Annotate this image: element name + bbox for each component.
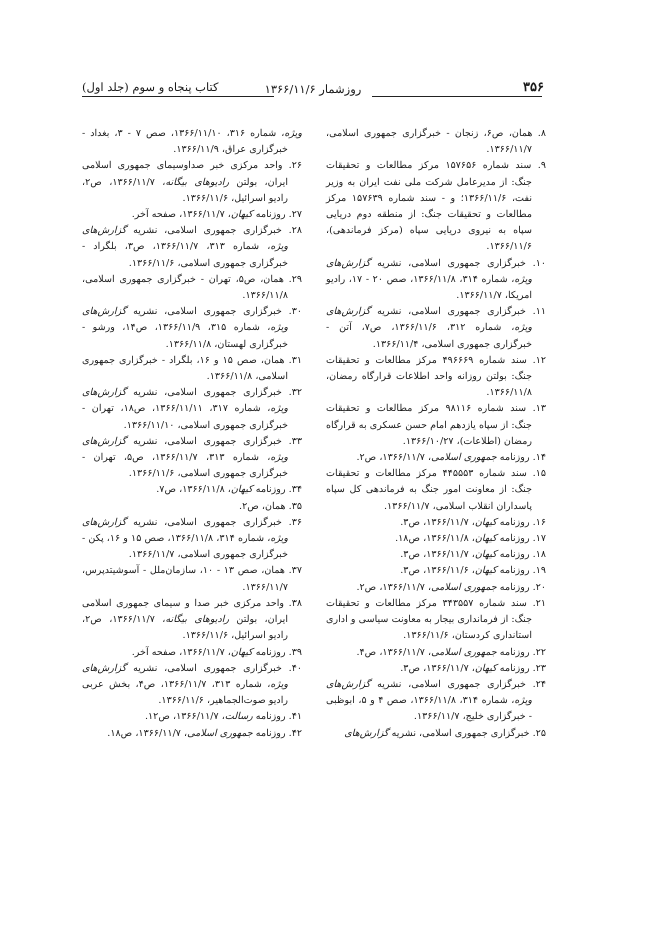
footnote-text: ، ۱۳۶۶/۱۱/۷، ص۳. [400, 549, 475, 561]
book-title: کتاب پنجاه و سوم (جلد اول) [82, 80, 219, 94]
footnote [82, 661, 302, 710]
running-header [82, 80, 544, 100]
footnote [82, 434, 302, 483]
header-rule-left [82, 96, 274, 97]
footnote-title: جمهوری اسلامی [431, 452, 497, 464]
footnote [326, 126, 546, 158]
footnote [82, 726, 302, 742]
footnote-text: ۲۱. سند شماره ۳۴۳۵۵۷ مرکز مطالعات و تحقیقات جنگ: از فرمانداری بیجار به معاونت سیاسی و اداری استانداری کردستان، ۱۳۶۶/۱۱/۶. [326, 597, 547, 642]
footnote [82, 482, 302, 498]
footnote-title: کیهان [474, 662, 497, 674]
footnote-title: کیهان [474, 533, 497, 545]
footnote-text: ، شماره ۳۱۴، ۱۳۶۶/۱۱/۸، صص ۴ و ۵، ابوظبی - خبرگزاری خلیج، ۱۳۶۶/۱۱/۷. [326, 695, 532, 723]
footnote [326, 677, 546, 726]
footnote-title: گزارش‌های ویژه [82, 516, 288, 545]
footnote-title: رسالت [224, 711, 253, 723]
footnote-text: ۳۵. همان، ص۲. [239, 500, 302, 512]
footnote-title: کیهان [474, 565, 497, 577]
footnote [82, 596, 302, 645]
footnote-text: ۲۴. خبرگزاری جمهوری اسلامی، نشریه [370, 678, 546, 690]
footnote-text: ، ۱۳۶۶/۱۱/۷، ص۲. [356, 581, 432, 593]
footnote [326, 450, 546, 466]
footnote [326, 547, 546, 563]
footnote-title: گزارش‌های ویژه [82, 435, 288, 464]
footnote [326, 158, 546, 255]
footnote-text: ۲۹. همان، ص۵، تهران - خبرگزاری جمهوری اسلامی، ۱۳۶۶/۱۱/۸. [82, 273, 302, 302]
footnote-title: کیهان [474, 516, 497, 528]
footnote-title: جمهوری اسلامی [431, 581, 497, 593]
footnote-text: ، ۱۳۶۶/۱۱/۸، ص۷. [156, 484, 231, 496]
footnote-text: ، شماره ۳۱۳، ۱۳۶۶/۱۱/۷، ص۴، بخش عربی رادیو صوت‌الجماهیر، ۱۳۶۶/۱۱/۶. [82, 678, 288, 707]
footnote [82, 272, 302, 304]
footnote-text: ۱۸. روزنامه [496, 549, 546, 561]
footnote-text: ۳۸. واحد مرکزی خبر صدا و سیمای جمهوری اسلامی ایران، بولتن [82, 597, 302, 626]
footnote-text: ۳۲. خبرگزاری جمهوری اسلامی، نشریه [126, 387, 302, 399]
footnotes-right-column [326, 126, 546, 742]
footnote-text: ۹. سند شماره ۱۵۷۶۵۶ مرکز مطالعات و تحقیقات جنگ: از مدیرعامل شرکت ملی نفت ایران به وزیر نفت، ۱۳۶۶/۱۱/۶؛ و - سند شماره ۱۵۷۶۳۹ مرکز مطالعات و تحقیقات جنگ: از منطقه دوم دریایی سپاه به نیروی دریایی سپاه (مرکز فرماندهی)، ۱۳۶۶/۱۱/۶. [326, 160, 546, 253]
footnote-text: ۳۷. همان، صص ۱۳ - ۱۰، سازمان‌ملل - آسوشیتدپرس، ۱۳۶۶/۱۱/۷. [82, 565, 302, 593]
footnote-title: گزارش‌های ویژه [326, 678, 532, 707]
header-date: روزشمار ۱۳۶۶/۱۱/۶ [264, 82, 362, 96]
footnote [82, 385, 302, 434]
footnote [326, 645, 546, 661]
footnote-title: کیهان [230, 646, 253, 658]
footnote-text: ، ۱۳۶۶/۱۱/۷، ص۲، رادیو اسرائیل، ۱۳۶۶/۱۱/۶. [82, 614, 288, 642]
footnote-title: گزارش‌های ویژه [326, 306, 533, 334]
footnote-text: ، ۱۳۶۶/۱۱/۷، ص۴. [356, 646, 432, 658]
footnote [326, 563, 546, 579]
footnote-text: ۸. همان، ص۶، زنجان - خبرگزاری جمهوری اسلامی، ۱۳۶۶/۱۱/۷. [326, 128, 547, 156]
footnote-text: ، ۱۳۶۶/۱۱/۷، ص۳. [400, 662, 475, 674]
footnote [326, 531, 546, 547]
footnote-text: ، ۱۳۶۶/۱۱/۷، صفحه آخر. [131, 209, 231, 221]
footnote [82, 563, 302, 595]
footnote-text: ۱۵. سند شماره ۴۴۵۵۵۳ مرکز مطالعات و تحقیقات جنگ: از معاونت امور جنگ به فرماندهی کل سپاه پاسداران انقلاب اسلامی، ۱۳۶۶/۱۱/۷. [326, 468, 547, 512]
footnote-text: ۱۷. روزنامه [496, 533, 546, 545]
footnote [326, 661, 546, 677]
footnote [326, 353, 546, 402]
footnote-text: ۳۰. خبرگزاری جمهوری اسلامی، نشریه [126, 306, 302, 318]
footnote-text: ، شماره ۳۱۲، ۱۳۶۶/۱۱/۶، ص۷، آتن - خبرگزاری جمهوری اسلامی، ۱۳۶۶/۱۱/۴. [326, 322, 532, 350]
footnote [82, 304, 302, 353]
footnote [82, 515, 302, 564]
footnote-text: ۱۳. سند شماره ۹۸۱۱۶ مرکز مطالعات و تحقیقات جنگ: از سپاه یازدهم امام حسن عسکری به قرارگاه رمضان (اطلاعات)، ۱۳۶۶/۱۰/۲۷. [326, 403, 546, 447]
footnote-text: ، ۱۳۶۶/۱۱/۷، ص۲. [356, 452, 432, 464]
footnote [326, 596, 546, 645]
footnote-text: ، ۱۳۶۶/۱۱/۷، ص۲، رادیو اسرائیل، ۱۳۶۶/۱۱/۶. [82, 176, 288, 204]
footnote-text: ۱۱. خبرگزاری جمهوری اسلامی، نشریه [370, 306, 546, 318]
footnote [82, 207, 302, 223]
footnote-title: جمهوری اسلامی [187, 727, 253, 739]
footnote-text: ۲۷. روزنامه [252, 209, 302, 221]
footnote-text: ، شماره ۳۱۳، ۱۳۶۶/۱۱/۷، ص۳، بلگراد - خبرگزاری جمهوری اسلامی، ۱۳۶۶/۱۱/۶. [82, 241, 288, 269]
footnote-title: گزارش‌های [344, 727, 389, 739]
footnote-text: ۳۶. خبرگزاری جمهوری اسلامی، نشریه [126, 516, 302, 528]
footnote [82, 645, 302, 661]
footnote-text: ، ۱۳۶۶/۱۱/۶، ص۳. [400, 565, 475, 577]
footnote-text: ۲۲. روزنامه [496, 646, 546, 658]
footnote-title: کیهان [230, 209, 253, 221]
footnote-title: گزارش‌های ویژه [82, 225, 288, 253]
footnote-title: گزارش‌های ویژه [82, 662, 288, 690]
footnote-text: ۲۳. روزنامه [496, 662, 546, 674]
footnote-text: ۳۹. روزنامه [252, 646, 302, 658]
footnote-text: ۲۶. واحد مرکزی خبر صداوسیمای جمهوری اسلامی ایران، بولتن [82, 160, 302, 188]
footnote-title: کیهان [230, 484, 253, 496]
footnote [326, 466, 546, 515]
footnote-text: ۲۸. خبرگزاری جمهوری اسلامی، نشریه [126, 225, 302, 237]
footnote-text: ، ۱۳۶۶/۱۱/۷، صفحه آخر. [131, 646, 231, 658]
footnote-text: ، شماره ۳۱۴، ۱۳۶۶/۱۱/۸، صص ۲۰ - ۱۷، رادیو امریکا، ۱۳۶۶/۱۱/۷. [326, 273, 532, 302]
footnote-text: ۱۹. روزنامه [496, 565, 546, 577]
footnote [82, 126, 302, 158]
footnote [82, 353, 302, 385]
footnote-title: جمهوری اسلامی [431, 646, 497, 658]
footnote-text: ۱۲. سند شماره ۴۹۶۶۶۹ مرکز مطالعات و تحقیقات جنگ: بولتن روزانه واحد اطلاعات قرارگاه رمضان، ۱۳۶۶/۱۱/۸. [326, 354, 547, 399]
footnote-text: ، شماره ۳۱۴، ۱۳۶۶/۱۱/۸، صص ۱۵ و ۱۶، پکن - خبرگزاری جمهوری اسلامی، ۱۳۶۶/۱۱/۷. [82, 533, 288, 561]
footnote [82, 223, 302, 272]
footnote-text: ۲۵. خبرگزاری جمهوری اسلامی، نشریه [388, 727, 546, 739]
footnote-text: ۳۳. خبرگزاری جمهوری اسلامی، نشریه [126, 435, 302, 447]
footnote-text: ۱۰. خبرگزاری جمهوری اسلامی، نشریه [370, 257, 546, 269]
footnote-title: رادیوهای بیگانه [165, 614, 230, 626]
footnote-text: ۳۱. همان، صص ۱۵ و ۱۶، بلگراد - خبرگزاری جمهوری اسلامی، ۱۳۶۶/۱۱/۸. [82, 354, 302, 383]
footnote-title: گزارش‌های ویژه [82, 387, 288, 415]
footnote [326, 580, 546, 596]
footnote [326, 401, 546, 450]
footnote [82, 499, 302, 515]
footnote-text: ۲۰. روزنامه [496, 581, 546, 593]
footnotes-left-column [82, 126, 302, 742]
footnote [326, 256, 546, 305]
footnote-text: ۱۶. روزنامه [496, 516, 546, 528]
footnote-text: ۴۲. روزنامه [252, 727, 302, 739]
footnote-text: ، ۱۳۶۶/۱۱/۸، ص۱۸. [395, 533, 475, 545]
footnote-title: ویژه [284, 128, 302, 139]
footnote-title: رادیوهای بیگانه [165, 176, 230, 188]
header-rule-right [372, 96, 542, 97]
footnote-text: ، ۱۳۶۶/۱۱/۷، ص۱۲. [144, 711, 225, 723]
footnote [82, 709, 302, 725]
footnote-text: ، شماره ۳۱۶، ۱۳۶۶/۱۱/۱۰، صص ۷ - ۳، بغداد - خبرگزاری عراق، ۱۳۶۶/۱۱/۹. [82, 128, 288, 156]
footnote [326, 515, 546, 531]
footnote-text: ۴۱. روزنامه [252, 711, 302, 723]
footnote-text: ، شماره ۳۱۵، ۱۳۶۶/۱۱/۹، ص۱۴، ورشو - خبرگزاری لهستان، ۱۳۶۶/۱۱/۸. [82, 322, 288, 350]
footnote-text: ۳۴. روزنامه [252, 484, 302, 496]
footnote-text: ، شماره ۳۱۳، ۱۳۶۶/۱۱/۷، ص۵، تهران - خبرگزاری جمهوری اسلامی، ۱۳۶۶/۱۱/۶. [82, 452, 288, 480]
footnote [82, 158, 302, 207]
footnote-text: ۱۴. روزنامه [496, 452, 546, 464]
footnote-title: گزارش‌های ویژه [82, 306, 288, 334]
footnote-text: ۴۰. خبرگزاری جمهوری اسلامی، نشریه [126, 662, 302, 674]
page-number: ۳۵۶ [523, 80, 544, 95]
footnote-title: کیهان [474, 549, 497, 561]
footnote-text: ، ۱۳۶۶/۱۱/۷، ص۳. [400, 516, 475, 528]
footnote-text: ، ۱۳۶۶/۱۱/۷، ص۱۸. [107, 727, 188, 739]
footnote-title: گزارش‌های ویژه [326, 257, 532, 285]
footnote [326, 304, 546, 353]
footnote-text: ، شماره ۳۱۷، ۱۳۶۶/۱۱/۱۱، ص۱۸، تهران - خبرگزاری جمهوری اسلامی، ۱۳۶۶/۱۱/۱۰. [82, 403, 288, 431]
footnote [326, 726, 546, 742]
